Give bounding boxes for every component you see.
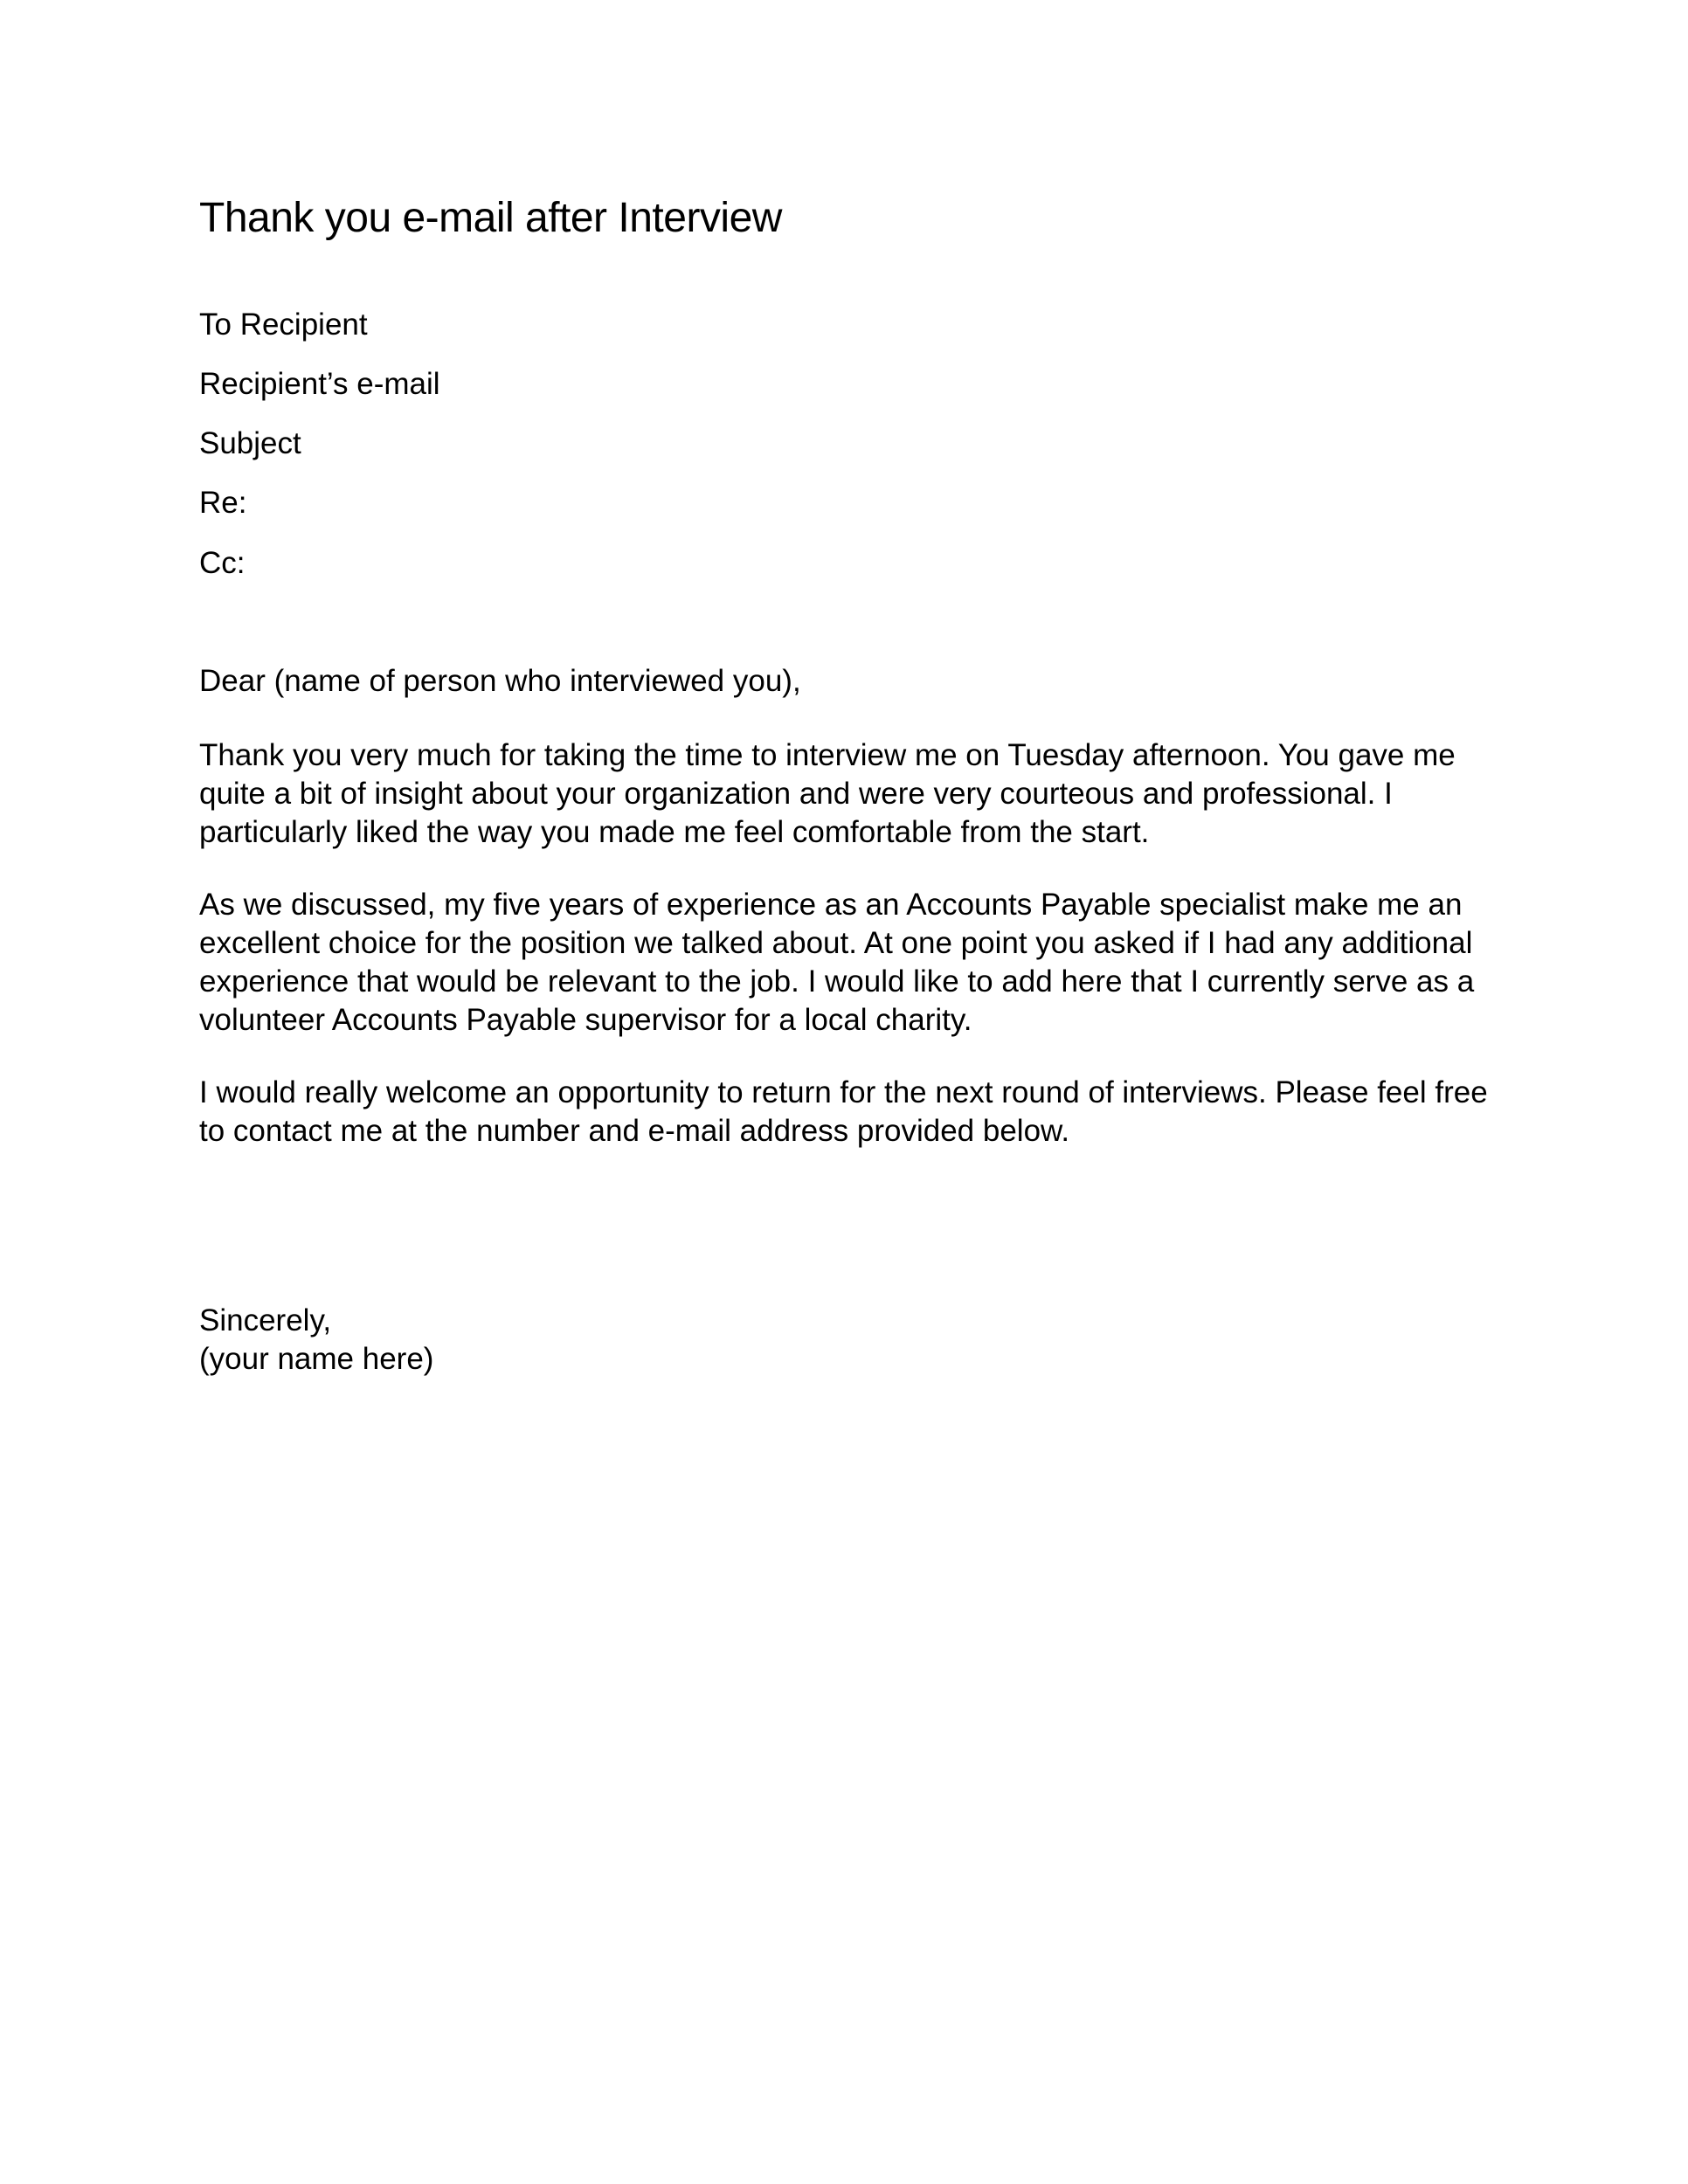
paragraph-line: experience that would be relevant to the job. I would like to add here that I currently serve as a [199, 964, 1475, 999]
salutation: Dear (name of person who interviewed you), [199, 664, 801, 698]
header-to-recipient: To Recipient [199, 308, 368, 342]
paragraph-2 [199, 886, 1510, 1040]
paragraph-line: Thank you very much for taking the time to interview me on Tuesday afternoon. You gave me [199, 738, 1456, 772]
paragraph-line: particularly liked the way you made me feel comfortable from the start. [199, 815, 1150, 849]
paragraph-line: to contact me at the number and e-mail address provided below. [199, 1114, 1070, 1148]
header-recipient-email: Recipient’s e-mail [199, 367, 440, 401]
paragraph-line: I would really welcome an opportunity to return for the next round of interviews. Please feel free [199, 1075, 1488, 1109]
signature: (your name here) [199, 1342, 434, 1376]
closing: Sincerely, [199, 1303, 332, 1337]
header-re: Re: [199, 486, 247, 520]
paragraph-line: quite a bit of insight about your organization and were very courteous and professional. I [199, 777, 1393, 811]
paragraph-line: excellent choice for the position we talked about. At one point you asked if I had any additional [199, 926, 1473, 960]
document-title: Thank you e-mail after Interview [199, 195, 782, 241]
paragraph-3 [199, 1074, 1510, 1151]
paragraph-line: As we discussed, my five years of experience as an Accounts Payable specialist make me an [199, 888, 1463, 922]
paragraph-line: volunteer Accounts Payable supervisor for a local charity. [199, 1003, 972, 1037]
header-cc: Cc: [199, 546, 246, 580]
header-subject: Subject [199, 426, 301, 460]
closing-block [199, 1302, 1510, 1379]
paragraph-1 [199, 736, 1510, 852]
